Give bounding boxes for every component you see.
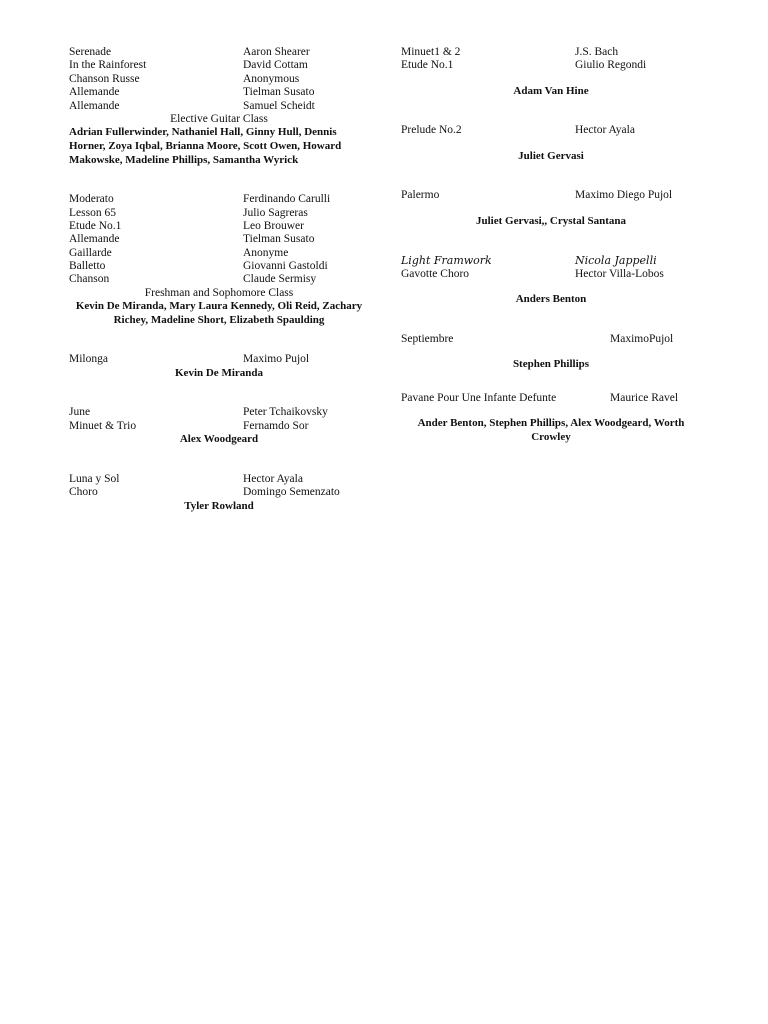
program-entry — [69, 486, 369, 499]
piece-title: Minuet & Trio — [69, 419, 137, 432]
piece-composer: Tielman Susato — [243, 233, 315, 246]
performer-names: Tyler Rowland — [184, 499, 254, 512]
performer-names: Adam Van Hine — [513, 84, 589, 97]
piece-composer: Julio Sagreras — [243, 206, 308, 219]
performer-names: Ander Benton, Stephen Phillips, Alex Woodgeard, Worth Crowley — [417, 417, 685, 443]
piece-composer: Samuel Scheidt — [243, 99, 315, 112]
piece-title: Lesson 65 — [69, 206, 116, 219]
piece-composer: MaximoPujol — [610, 332, 674, 345]
performer-names: Juliet Gervasi — [518, 149, 584, 162]
piece-composer: Ferdinando Carulli — [243, 193, 331, 206]
piece-composer: Anonyme — [243, 246, 289, 259]
program-block-luna — [69, 473, 369, 513]
program-entry — [69, 220, 369, 233]
piece-title: Septiembre — [401, 332, 454, 345]
performer-names: Kevin De Miranda, Mary Laura Kennedy, Oli Reid, Zachary Richey, Madeline Short, Elizabeth Spaulding — [75, 300, 363, 326]
piece-title: June — [69, 406, 91, 419]
program-entry — [69, 86, 369, 99]
performer-names: Adrian Fullerwinder, Nathaniel Hall, Ginny Hull, Dennis Horner, Zoya Iqbal, Brianna Moore, Scott Owen, Howard Makowske, Madeline Phillips, Samantha Wyrick — [69, 126, 342, 166]
piece-composer: Maurice Ravel — [610, 391, 679, 404]
spacer — [401, 307, 701, 333]
piece-title: Gaillarde — [69, 246, 112, 259]
program-entry — [69, 260, 369, 273]
piece-composer: Giovanni Gastoldi — [243, 260, 328, 273]
piece-composer: J.S. Bach — [575, 46, 619, 58]
program-entry — [69, 100, 369, 113]
program-entry — [401, 392, 701, 405]
class-name: Freshman and Sophomore Class — [144, 286, 294, 299]
piece-title: Etude No.1 — [69, 219, 122, 232]
performer-names: Juliet Gervasi,, Crystal Santana — [475, 214, 627, 227]
program-entry — [69, 353, 369, 366]
program-entry — [69, 233, 369, 246]
program-entry — [401, 46, 701, 59]
piece-title: Prelude No.2 — [401, 124, 462, 137]
piece-title: Milonga — [69, 353, 108, 366]
program-entry — [401, 59, 701, 72]
program-block-framwork — [401, 254, 701, 306]
performer-names: Stephen Phillips — [512, 358, 590, 371]
piece-composer: Peter Tchaikovsky — [243, 406, 328, 419]
piece-composer: Domingo Semenzato — [243, 486, 340, 499]
performer-names: Anders Benton — [515, 293, 587, 306]
spacer — [69, 167, 369, 193]
piece-title: Moderato — [69, 193, 114, 206]
piece-composer: Claude Sermisy — [243, 273, 317, 286]
piece-title: Palermo — [401, 189, 440, 202]
program-block-milonga — [69, 353, 369, 380]
piece-composer: David Cottam — [243, 59, 308, 72]
piece-title: In the Rainforest — [69, 59, 147, 72]
program-entry — [401, 254, 701, 267]
spacer — [401, 163, 701, 189]
program-entry — [69, 46, 369, 59]
piece-title: Etude No.1 — [401, 59, 454, 72]
program-block-june — [69, 406, 369, 446]
piece-title: Serenade — [69, 46, 112, 58]
piece-title: Allemande — [69, 86, 120, 99]
program-entry — [69, 420, 369, 433]
piece-title: Chanson Russe — [69, 72, 140, 85]
piece-composer: Anonymous — [243, 72, 300, 85]
program-entry — [69, 247, 369, 260]
performer-names: Kevin De Miranda — [175, 366, 263, 379]
piece-title: Light Framwork — [401, 254, 492, 268]
spacer — [401, 405, 701, 417]
piece-composer: Nicola Jappelli — [575, 254, 657, 268]
piece-title: Chanson — [69, 273, 110, 286]
program-entry — [401, 124, 701, 137]
program-right-column — [401, 46, 701, 444]
program-block-elective — [69, 46, 369, 167]
program-block-bach — [401, 46, 701, 98]
spacer — [69, 380, 369, 406]
spacer — [401, 98, 701, 124]
piece-composer: Maximo Pujol — [243, 353, 310, 366]
program-entry — [401, 333, 701, 346]
program-entry — [69, 73, 369, 86]
piece-composer: Fernamdo Sor — [243, 419, 309, 432]
piece-title: Pavane Pour Une Infante Defunte — [401, 391, 557, 404]
piece-title: Minuet1 & 2 — [401, 46, 461, 58]
program-entry — [401, 189, 701, 202]
program-left-column — [69, 46, 369, 513]
program-entry — [69, 273, 369, 286]
piece-composer: Hector Ayala — [575, 124, 635, 137]
piece-title: Gavotte Choro — [401, 267, 470, 280]
program-entry — [69, 207, 369, 220]
class-name: Elective Guitar Class — [170, 112, 268, 125]
piece-title: Balletto — [69, 260, 106, 273]
spacer — [401, 281, 701, 293]
program-entry — [69, 193, 369, 206]
program-block-freshman — [69, 193, 369, 327]
piece-composer: Hector Ayala — [243, 472, 303, 485]
piece-composer: Tielman Susato — [243, 86, 315, 99]
spacer — [69, 327, 369, 353]
spacer — [401, 346, 701, 358]
piece-title: Choro — [69, 486, 98, 499]
piece-composer: Giulio Regondi — [575, 59, 647, 72]
performer-names: Alex Woodgeard — [179, 433, 259, 446]
spacer — [69, 447, 369, 473]
spacer — [401, 372, 701, 392]
spacer — [401, 73, 701, 85]
spacer — [401, 203, 701, 215]
piece-title: Allemande — [69, 99, 120, 112]
program-block-prelude — [401, 124, 701, 163]
piece-composer: Hector Villa-Lobos — [575, 267, 664, 280]
program-block-palermo — [401, 189, 701, 228]
piece-composer: Leo Brouwer — [243, 219, 304, 232]
program-block-pavane — [401, 392, 701, 445]
piece-composer: Maximo Diego Pujol — [575, 189, 673, 202]
piece-title: Luna y Sol — [69, 472, 120, 485]
program-entry — [69, 406, 369, 419]
piece-title: Allemande — [69, 233, 120, 246]
program-block-septiembre — [401, 333, 701, 372]
program-entry — [69, 59, 369, 72]
program-entry — [69, 473, 369, 486]
spacer — [401, 228, 701, 254]
piece-composer: Aaron Shearer — [243, 46, 310, 58]
program-entry — [401, 268, 701, 281]
spacer — [401, 138, 701, 150]
